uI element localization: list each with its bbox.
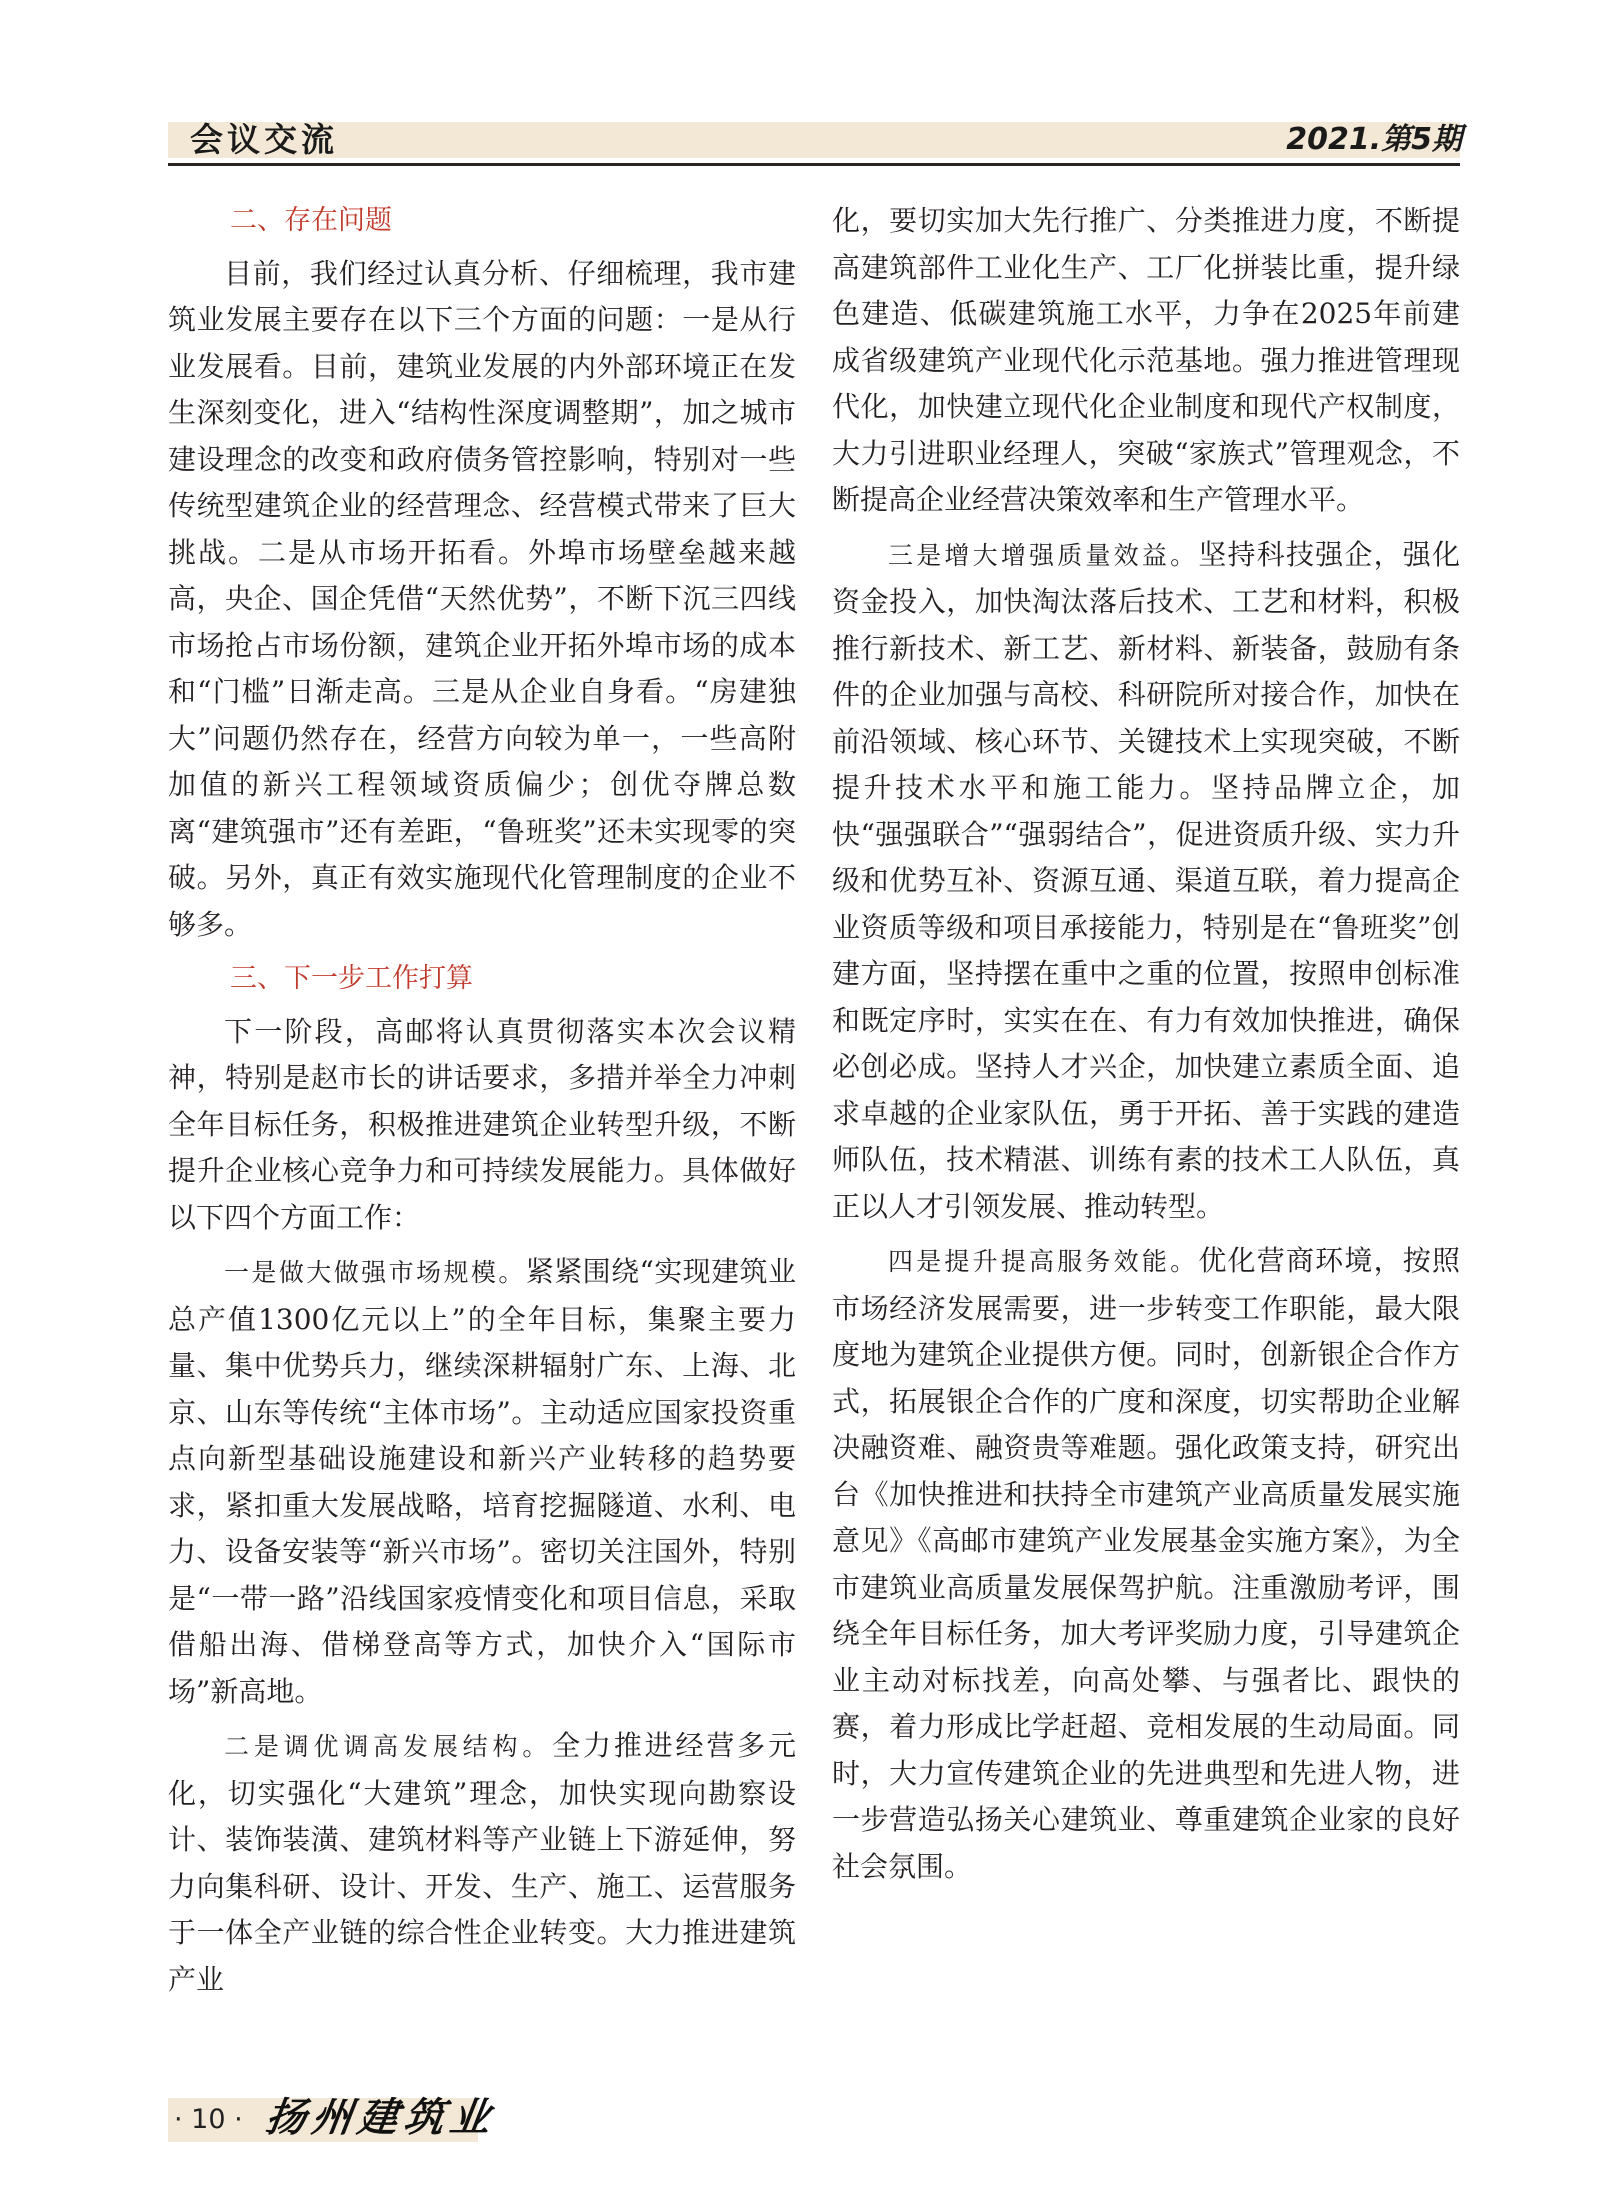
paragraph-service [832, 1238, 1460, 1890]
paragraph-problems: 目前，我们经过认真分析、仔细梳理，我市建筑业发展主要存在以下三个方面的问题：一是从行业发展看。目前，建筑业发展的内外部环境正在发生深刻变化，进入“结构性深度调整期”，加之城市建设理念的改变和政府债务管控影响，特别对一些传统型建筑企业的经营理念、经营模式带来了巨大挑战。二是从市场开拓看。外埠市场壁垒越来越高，央企、国企凭借“天然优势”，不断下沉三四线市场抢占市场份额，建筑企业开拓外埠市场的成本和“门槛”日渐走高。三是从企业自身看。“房建独大”问题仍然存在，经营方向较为单一，一些高附加值的新兴工程领域资质偏少；创优夺牌总数离“建筑强市”还有差距，“鲁班奖”还未实现零的突破。另外，真正有效实施现代化管理制度的企业不够多。 [168, 256, 796, 941]
heading-problems: 二、存在问题 [230, 205, 392, 236]
left-column [168, 198, 796, 2011]
header-bar [168, 122, 1460, 158]
text-quality: 坚持科技强企，强化资金投入，加快淘汰落后技术、工艺和材料，积极推行新技术、新工艺、新材料、新装备，鼓励有条件的企业加强与高校、科研院所对接合作，加快在前沿领域、核心环节、关键技术上实现突破，不断提升技术水平和施工能力。坚持品牌立企，加快“强强联合”“强弱结合”，促进资质升级、实力升级和优势互补、资源互通、渠道互联，着力提高企业资质等级和项目承接能力，特别是在“鲁班奖”创建方面，坚持摆在重中之重的位置，按照申创标准和既定序时，实实在在、有力有效加快推进，确保必创必成。坚持人才兴企，加快建立素质全面、追求卓越的企业家队伍，勇于开拓、善于实践的建造师队伍，技术精湛、训练有素的技术工人队伍，真正以人才引领发展、推动转型。 [832, 537, 1460, 1223]
lead-quality: 三是增大增强质量效益。 [888, 540, 1199, 570]
page-number: · 10 · [174, 2104, 243, 2135]
journal-logo: 扬州建筑业 [262, 2094, 500, 2141]
paragraph-quality [832, 532, 1460, 1231]
right-column [832, 198, 1460, 1898]
lead-market-scale: 一是做大做强市场规模。 [224, 1258, 526, 1287]
text-service: 优化营商环境，按照市场经济发展需要，进一步转变工作职能，最大限度地为建筑企业提供方便。同时，创新银企合作方式，拓展银企合作的广度和深度，切实帮助企业解决融资难、融资贵等难题。强化政策支持，研究出台《加快推进和扶持全市建筑产业高质量发展实施意见》《高邮市建筑产业发展基金实施方案》，为全市建筑业高质量发展保驾护航。注重激励考评，围绕全年目标任务，加大考评奖励力度，引导建筑企业主动对标找差，向高处攀、与强者比、跟快的赛，着力形成比学赶超、竞相发展的生动局面。同时，大力宣传建筑企业的先进典型和先进人物，进一步营造弘扬关心建筑业、尊重建筑企业家的良好社会氛围。 [832, 1244, 1460, 1883]
paragraph-structure-continued: 化，要切实加大先行推广、分类推进力度，不断提高建筑部件工业化生产、工厂化拼装比重，提升绿色建造、低碳建筑施工水平，力争在2025年前建成省级建筑产业现代化示范基地。强力推进管理现代化，加快建立现代化企业制度和现代产权制度，大力引进职业经理人，突破“家族式”管理观念，不断提高企业经营决策效率和生产管理水平。 [832, 204, 1460, 516]
text-market-scale: 紧紧围绕“实现建筑业总产值1300亿元以上”的全年目标，集聚主要力量、集中优势兵力，继续深耕辐射广东、上海、北京、山东等传统“主体市场”。主动适应国家投资重点向新型基础设施建设和新兴产业转移的趋势要求，紧扣重大发展战略，培育挖掘隧道、水利、电力、设备安装等“新兴市场”。密切关注国外，特别是“一带一路”沿线国家疫情变化和项目信息，采取借船出海、借梯登高等方式，加快介入“国际市场”新高地。 [168, 1255, 796, 1708]
lead-structure: 二是调优调高发展结构。 [224, 1732, 553, 1761]
paragraph-next-steps-intro: 下一阶段，高邮将认真贯彻落实本次会议精神，特别是赵市长的讲话要求，多措并举全力冲刺全年目标任务，积极推进建筑企业转型升级，不断提升企业核心竞争力和可持续发展能力。具体做好以下四个方面工作： [168, 1014, 796, 1234]
text-structure: 全力推进经营多元化，切实强化“大建筑”理念，加快实现向勘察设计、装饰装潢、建筑材料等产业链上下游延伸，努力向集科研、设计、开发、生产、施工、运营服务于一体全产业链的综合性企业转变。大力推进建筑产业 [168, 1729, 796, 1996]
heading-next-steps: 三、下一步工作打算 [230, 963, 473, 994]
paragraph-market-scale [168, 1249, 796, 1715]
section-title: 会议交流 [190, 120, 338, 159]
lead-service: 四是提升提高服务效能。 [888, 1247, 1199, 1276]
paragraph-structure [168, 1723, 796, 2003]
issue-label: 2021.第5期 [1286, 122, 1462, 157]
header-rule [168, 163, 1460, 166]
